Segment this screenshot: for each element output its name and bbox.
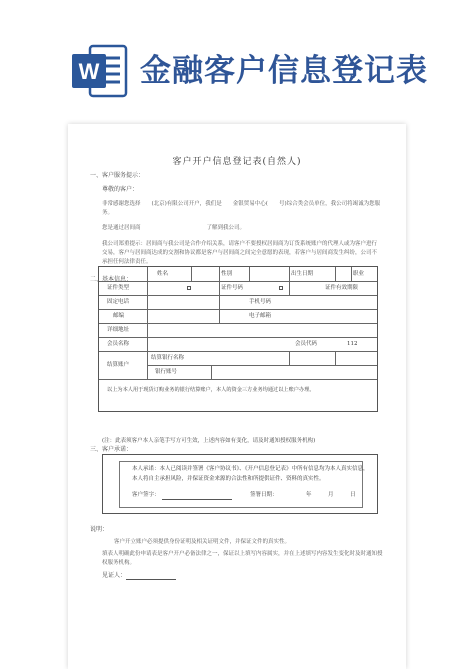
label-landline: 固定电话 <box>107 299 130 305</box>
broker-paragraph: 您是通过居间商 了解到我公司。 <box>102 225 246 231</box>
explain-heading: 说明： <box>90 526 109 533</box>
document-page <box>68 124 406 669</box>
date-month: 月 <box>328 492 334 498</box>
section-service-tips: 一、客户服务提示： <box>90 172 145 179</box>
label-id-validity: 证件有效期限 <box>325 285 359 291</box>
date-year: 年 <box>306 492 312 498</box>
svg-text:W: W <box>78 59 100 84</box>
label-name: 姓名 <box>157 271 169 277</box>
table-note: 以上为本人用于现货订购业务的银行结算账户，本人的资金三方业务均通过以上账户办理。 <box>107 387 315 393</box>
witness-line[interactable] <box>126 579 176 580</box>
explain-line-2: 填表人明确此份申请表是客户开户必备法律之一，保证以上填写内容属实，并在上述填写内容发生变化时及时通知授权服务机构。 <box>102 551 383 566</box>
label-bank-account: 银行账号 <box>155 369 178 375</box>
label-email: 电子邮箱 <box>249 313 272 319</box>
basic-info-table <box>98 266 378 412</box>
witness-label: 见证人： <box>102 572 127 579</box>
id-number-checkbox[interactable] <box>279 286 283 290</box>
document-title: 客户开户信息登记表(自然人) <box>172 157 302 167</box>
sign-label: 客户签字： <box>132 492 160 498</box>
greeting: 尊敬的客户： <box>102 186 139 193</box>
id-type-checkbox[interactable] <box>187 286 191 290</box>
section-basic-info: 二、基本信息： <box>90 276 133 283</box>
header-banner <box>0 0 474 120</box>
label-id-number: 证件号码 <box>221 285 244 291</box>
explain-line-1: 客户开立账户必须提供身份证明及相关证明文件，并保证文件的真实性。 <box>114 539 291 545</box>
label-postcode: 邮编 <box>113 313 125 319</box>
promise-inner-box <box>119 461 369 508</box>
signature-line[interactable] <box>162 499 232 500</box>
member-code-value: 112 <box>347 341 358 347</box>
label-mobile: 手机号码 <box>249 299 272 305</box>
intro-paragraph: 非常感谢您选择 (北京)有限公司开户，我们是 金银贸易中心( 号)综合类会员单位，我公司将竭诚为您服务。 <box>102 201 381 216</box>
promise-line-1: 本人承诺：本人已阅读并签署《客户协议书》、《开户信息登记表》中所有信息均为本人真实信息， <box>132 466 369 472</box>
label-birthdate: 出生日期 <box>291 271 314 277</box>
label-settlement-account: 结算账户 <box>107 362 130 368</box>
label-address: 详细地址 <box>107 327 130 333</box>
label-settlement-bank: 结算银行名称 <box>151 355 185 361</box>
fill-note: (注：此表须客户本人亲笔手写方可生效，上述内容如有变化，请及时通知授权服务机构) <box>102 438 316 444</box>
date-day: 日 <box>350 492 356 498</box>
promise-line-2: 本人将自主承担风险，并保证资金来源的合法性和所提供证件、资料的真实性。 <box>132 476 325 482</box>
word-document-icon <box>70 42 128 100</box>
banner-title: 金融客户信息登记表 <box>140 53 428 89</box>
notice-paragraph: 我公司郑重提示：居间商与我公司是合作介绍关系，请客户不要授权居间商为订货系统账户的代理人或为客户进行交易，客户与居间商达成的交割和协议都是客户与居间商之间完全意愿的表现，若客户与居间商发生纠纷，公司不承担任何法律责任。 <box>102 241 378 265</box>
label-member-name: 会员名称 <box>107 341 130 347</box>
section-customer-promise: 三、客户承诺： <box>90 446 133 453</box>
promise-box <box>102 454 378 514</box>
label-id-type: 证件类型 <box>107 285 130 291</box>
label-member-code: 会员代码 <box>295 341 318 347</box>
label-occupation: 职业 <box>353 271 365 277</box>
label-gender: 性别 <box>221 271 233 277</box>
date-label: 签署日期： <box>250 492 278 498</box>
